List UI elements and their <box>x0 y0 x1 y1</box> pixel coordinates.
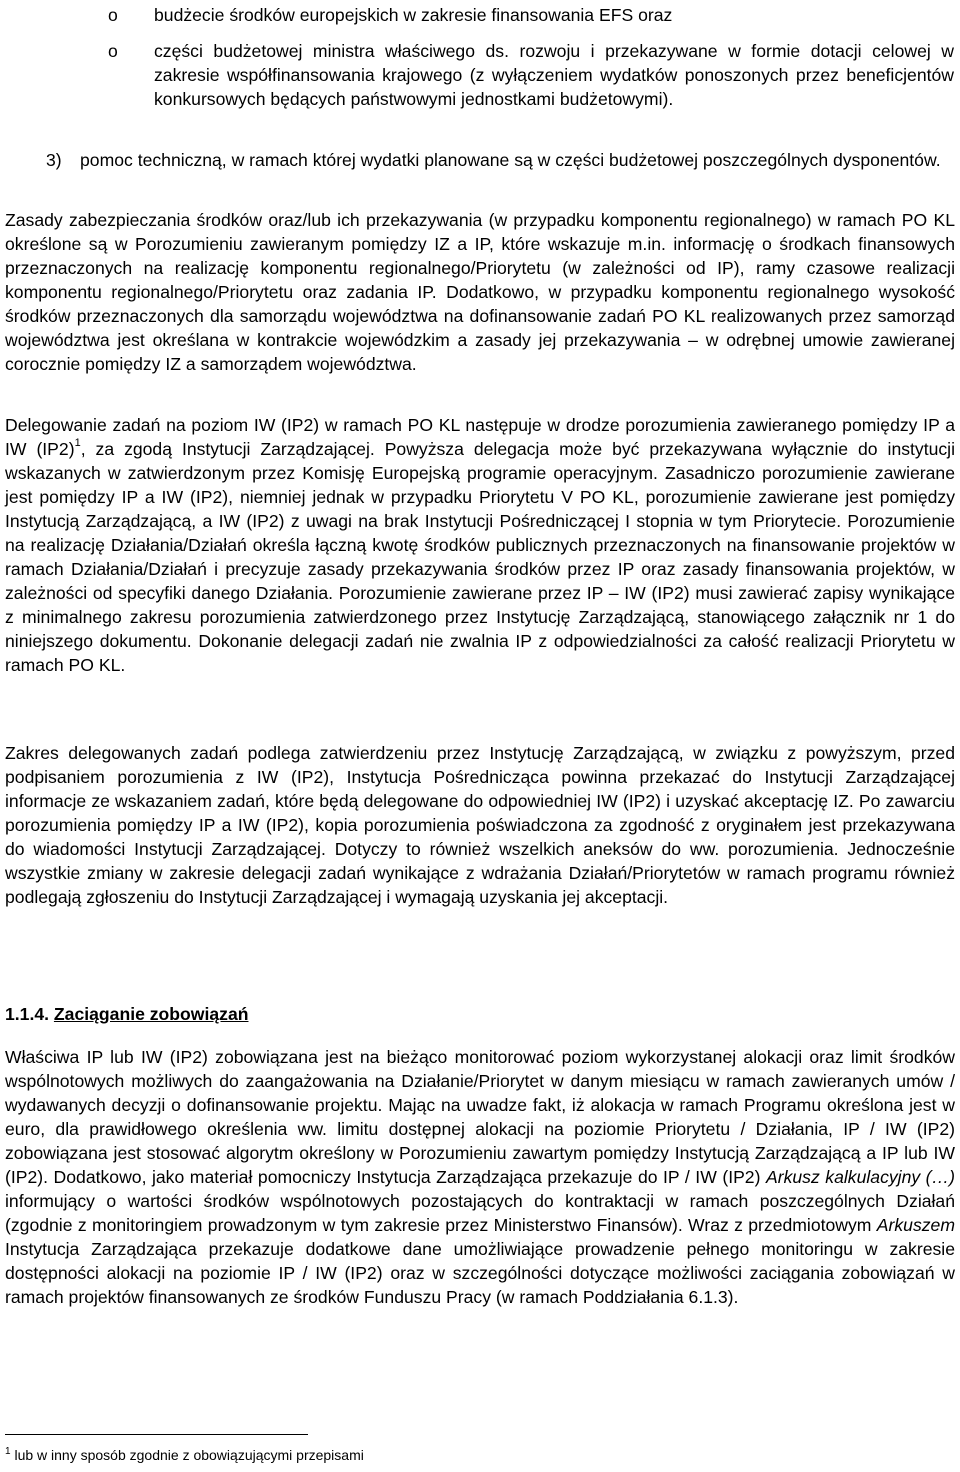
section-heading <box>5 1002 248 1026</box>
bullet-marker: o <box>108 5 118 25</box>
list-item-text: części budżetowej ministra właściwego ds. rozwoju i przekazywane w formie dotacji celowej w zakresie współfinansowania krajowego (z wyłączeniem wydatków ponoszonych przez beneficjentów konkursowych będących państwowymi jednostkami budżetowymi). <box>154 41 954 109</box>
paragraph-text: Właściwa IP lub IW (IP2) zobowiązana jest na bieżąco monitorować poziom wykorzystanej alokacji oraz limit środków wspólnotowych możliwych do zaangażowania na Działanie/Priorytet w danym miesiącu w ramach zawieranych umów / wydawanych decyzji o dofinansowanie projektu. Mając na uwadze fakt, iż alokacja w ramach Programu określona jest w euro, dla prawidłowego określenia ww. limitu dostępnej alokacji na poziomie Priorytetu / Działania, IP / IW (IP2) zobowiązana jest stosować algorytm określony w Porozumieniu zawartym pomiędzy Instytucją Zarządzającą a IP lub IW (IP2). Dodatkowo, jako materiał pomocniczy Instytucja Zarządzająca przekazuje do IP / IW (IP2) <box>5 1047 955 1187</box>
paragraph-text: informujący o wartości środków wspólnotowych pozostających do kontraktacji w ramach poszczególnych Działań (zgodnie z monitoringiem prowadzonym w tym zakresie przez Ministerstwo Finansów). Wraz z przedmiotowym <box>5 1191 955 1235</box>
item-text: pomoc techniczną, w ramach której wydatki planowane są w części budżetowej poszczególnych dysponentów. <box>80 150 941 170</box>
paragraph-commitments <box>5 1045 955 1309</box>
item-number: 3) <box>46 150 62 170</box>
paragraph-text: Instytucja Zarządzająca przekazuje dodatkowe dane umożliwiające prowadzenie pełnego monitoringu w zakresie dostępności alokacji na poziomie IP / IW (IP2) oraz w szczególności dotyczące możliwości zaciągania zobowiązań w ramach projektów finansowanych ze środków Funduszu Pracy (w ramach Poddziałania 6.1.3). <box>5 1239 955 1307</box>
section-number: 1.1.4. <box>5 1004 50 1024</box>
bullet-marker: o <box>108 41 118 61</box>
footnote-reference: 1 <box>74 437 81 450</box>
paragraph-funding-rules: Zasady zabezpieczania środków oraz/lub ich przekazywania (w przypadku komponentu regionalnego) w ramach PO KL określone są w Porozumieniu zawieranym pomiędzy IZ a IP, które wskazuje m.in. informację o środkach finansowych przeznaczonych na realizację komponentu regionalnego/Priorytetu (w zależności od IP), ramy czasowe realizacji komponentu regionalnego/Priorytetu oraz zadania IP. Dodatkowo, w przypadku komponentu regionalnego wysokość środków przeznaczonych dla samorządu województwa na dofinansowanie zadań PO KL realizowanych przez samorząd województwa jest określana w kontrakcie wojewódzkim a zasady jej przekazywania – w odrębnej umowie zawieranej corocznie pomiędzy IZ a samorządem województwa. <box>5 210 955 374</box>
paragraph-text: , za zgodą Instytucji Zarządzającej. Powyższa delegacja może być przekazywana wyłącznie do instytucji wskazanych w zatwierdzonym przez Komisję Europejską programie operacyjnym. Zasadniczo porozumienie zawierane jest pomiędzy IP a IW (IP2), niemniej jednak w przypadku Priorytetu V PO KL, porozumienie zawierane jest pomiędzy Instytucją Zarządzającą, a IW (IP2) z uwagi na brak Instytucji Pośredniczącej I stopnia w tym Priorytecie. Porozumienie na realizację Działania/Działań określa łączną kwotę środków publicznych przeznaczonych na finansowanie projektów w ramach Działania/Działań i precyzuje zasady przekazywania środków przez IP oraz zasady finansowania projektów, w zależności od specyfiki danego Działania. Porozumienie zawierane przez IP – IW (IP2) musi zawierać zapisy wynikające z minimalnego zakresu porozumienia zatwierdzonego przez Instytucję Zarządzającą, stanowiącego załącznik nr 1 do niniejszego dokumentu. Dokonanie delegacji zadań nie zwalnia IP z odpowiedzialności za całość realizacji Priorytetu w ramach PO KL. <box>5 439 955 675</box>
footnote <box>5 1446 364 1464</box>
italic-text: Arkusz kalkulacyjny (…) <box>766 1167 955 1187</box>
footnote-text: lub w inny sposób zgodnie z obowiązującymi przepisami <box>14 1447 364 1463</box>
section-title: Zaciąganie zobowiązań <box>53 1004 249 1024</box>
italic-text: Arkuszem <box>876 1215 955 1235</box>
list-item-text: budżecie środków europejskich w zakresie finansowania EFS oraz <box>154 5 673 25</box>
footnote-marker: 1 <box>5 1446 11 1458</box>
paragraph-text: Delegowanie zadań na poziom IW (IP2) w ramach PO KL następuje w drodze porozumienia zawieranego pomiędzy IP a IW (IP2) <box>5 415 955 459</box>
paragraph-delegation <box>5 413 955 677</box>
paragraph-scope: Zakres delegowanych zadań podlega zatwierdzeniu przez Instytucję Zarządzającą, w związku z powyższym, przed podpisaniem porozumienia z IW (IP2), Instytucja Pośrednicząca powinna przekazać do Instytucji Zarządzającej informacje ze wskazaniem zadań, które będą delegowane do odpowiedniej IW (IP2) i uzyskać akceptację IZ. Po zawarciu porozumienia pomiędzy IP a IW (IP2), kopia porozumienia poświadczona za zgodność z oryginałem jest przekazywana do wiadomości Instytucji Zarządzającej. Dotyczy to również wszelkich aneksów do ww. porozumienia. Jednocześnie wszystkie zmiany w zakresie delegacji zadań wynikające z wdrażania Działań/Priorytetów w ramach programu również podlegają zgłoszeniu do Instytucji Zarządzającej i wymagają uzyskania jej akceptacji. <box>5 743 955 907</box>
footnote-separator <box>5 1434 308 1435</box>
